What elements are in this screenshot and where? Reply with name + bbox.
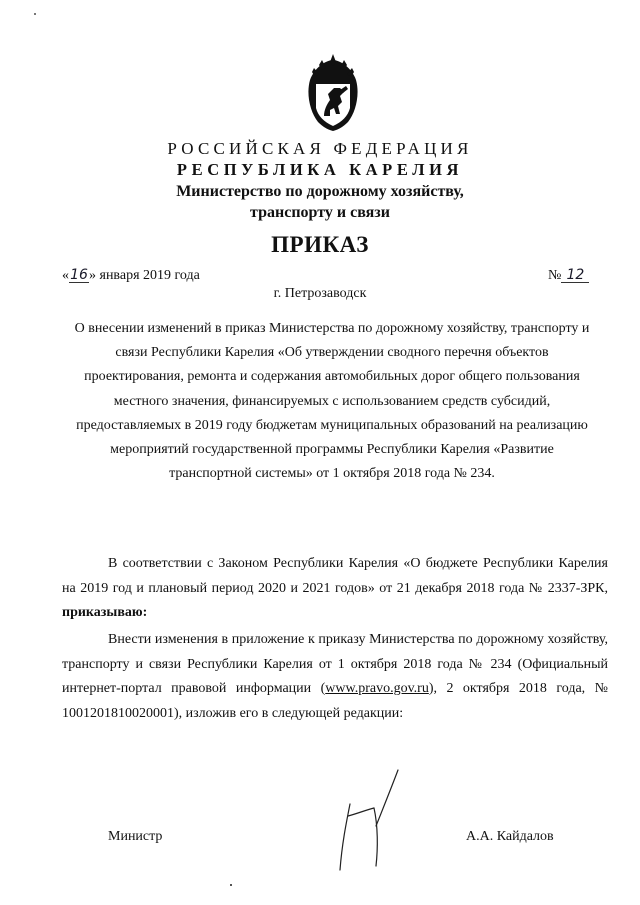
- ministry-title-line-2: транспорту и связи: [250, 204, 390, 221]
- date-open-quote: «: [62, 268, 69, 283]
- paragraph-2-text: Внести изменения в приложение к приказу Министерства по дорожному хозяйству, транспорту и связи Республики Карелия от 1 октября 2018 года № 234 (Официальный интернет-портал правовой информации (: [62, 632, 608, 696]
- paragraph-1-text: В соответствии с Законом Республики Карелия «О бюджете Республики Карелия на 2019 год и плановый период 2020 и 2021 годов» от 21 декабря 2018 года № 2337-ЗРК,: [62, 556, 608, 596]
- order-subject: [58, 317, 606, 486]
- order-verb: приказываю:: [62, 605, 148, 620]
- number-prefix: №: [548, 268, 562, 283]
- order-city: г. Петрозаводск: [273, 286, 367, 301]
- date-month-year: января 2019 года: [99, 268, 200, 283]
- pravo-gov-link[interactable]: www.pravo.gov.ru: [325, 681, 429, 696]
- subject-line: проектирования, ремонта и содержания автомобильных дорог общего пользования: [84, 369, 580, 385]
- subject-line: связи Республики Карелия «Об утверждении сводного перечня объектов: [115, 345, 549, 361]
- signatory-position: Министр: [108, 829, 163, 844]
- ministry-title-line-1: Министерство по дорожному хозяйству,: [176, 183, 464, 200]
- ministry-title: [0, 181, 640, 223]
- order-number: [548, 268, 589, 284]
- subject-line: транспортной системы» от 1 октября 2018 года № 234.: [169, 466, 495, 482]
- subject-line: предоставляемых в 2019 году бюджетам муниципальных образований на реализацию: [76, 417, 588, 433]
- country-title: РОССИЙСКАЯ ФЕДЕРАЦИЯ: [167, 139, 473, 158]
- republic-title: РЕСПУБЛИКА КАРЕЛИЯ: [176, 160, 464, 179]
- body-paragraph-2: [62, 628, 608, 726]
- subject-line: местного значения, финансируемых с использованием средств субсидий,: [113, 393, 551, 409]
- body-paragraph-1: [62, 552, 608, 626]
- handwritten-signature-icon: [326, 766, 418, 876]
- scan-speck: [34, 13, 36, 15]
- subject-line: О внесении изменений в приказ Министерства по дорожному хозяйству, транспорту и: [74, 321, 590, 336]
- order-title: ПРИКАЗ: [271, 232, 369, 257]
- scan-speck: [230, 884, 232, 886]
- subject-line: мероприятий государственной программы Республики Карелия «Развитие: [110, 442, 554, 458]
- signatory-name: А.А. Кайдалов: [466, 829, 554, 844]
- order-date: [62, 268, 200, 284]
- date-day-handwritten: 16: [70, 267, 88, 283]
- karelia-coat-of-arms-icon: [304, 54, 362, 132]
- date-close-quote: »: [89, 268, 96, 283]
- paragraph-2-tail: ), 2 октября 2018 года, № 1001201810020001), изложив его в следующей редакции:: [62, 681, 608, 721]
- number-handwritten: 12: [561, 268, 589, 283]
